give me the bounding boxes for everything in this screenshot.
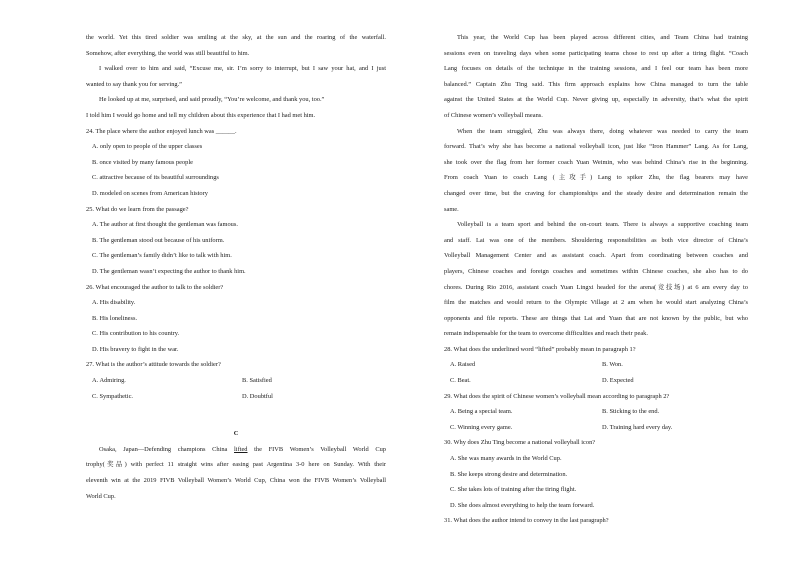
option: B. Won. [602, 361, 623, 369]
option: C. The gentleman’s family didn’t like to talk with him. [92, 252, 232, 260]
option: D. His bravery to fight in the war. [92, 345, 179, 353]
passage-line: film the matches and would return to the Olympic Village at 2 am when he would start analyzing China’s [444, 299, 748, 307]
passage-line: the world. Yet this tired soldier was smiling at the sky, at the sun and the roaring of the waterfall. [86, 34, 386, 41]
passage-line: trophy(奖品) with perfect 11 straight wins after easing past Argentina 3-0 here on Sunday. With their [86, 461, 386, 469]
passage-line: eleventh win at the 2019 FIVB Volleyball Women’s World Cup, China won the FIVB Women’s Volleyball [86, 477, 386, 485]
passage-line: sessions even on traveling days when some participating teams chose to rest up after a tiring flight. “Coach [444, 49, 748, 57]
passage-line: she took over the flag from her former coach Yuan Weimin, who was behind China’s rise in the beginning. [444, 158, 748, 166]
underlined-word: lifted [234, 445, 248, 453]
question-29: 29. What does the spirit of Chinese women’s volleyball mean according to paragraph 2? [444, 392, 670, 400]
passage-line: Somehow, after everything, the world was still beautiful to him. [86, 49, 250, 57]
passage-line: players, Chinese coaches and foreign coaches and sometimes within Chinese coaches, she also has to do [444, 267, 748, 275]
question-27: 27. What is the author’s attitude towards the soldier? [86, 361, 221, 369]
option: B. She keeps strong desire and determination. [450, 470, 568, 478]
option: C. Beat. [450, 377, 471, 385]
passage-line: Osaka, Japan—Defending champions China lifted the FIVB Women’s Volleyball World Cup [99, 445, 386, 453]
option: A. only open to people of the upper classes [92, 143, 203, 151]
option: A. The author at first thought the gentleman was famous. [92, 221, 238, 229]
option: C. Winning every game. [450, 423, 513, 431]
option: B. Satisfied [242, 377, 272, 385]
passage-line: of Chinese women’s volleyball means. [444, 111, 543, 119]
question-25: 25. What do we learn from the passage? [86, 205, 189, 213]
option-row [444, 420, 748, 436]
passage-line: changed over time, but the craving for championships and the steady desire and determination remain the [444, 189, 748, 197]
option-row [86, 389, 386, 405]
option: C. His contribution to his country. [92, 330, 180, 338]
passage-line: opponents and file reports. These are things that Lai and Yuan that are not known by the public, but who [444, 314, 748, 322]
question-28: 28. What does the underlined word “lifted” probably mean in paragraph 1? [444, 345, 636, 353]
option: B. once visited by many famous people [92, 158, 193, 166]
passage-line: This year, the World Cup has been played across different cities, and Team China had training [457, 34, 748, 41]
option: A. His disability. [92, 299, 136, 307]
option: A. She was many awards in the World Cup. [450, 455, 562, 463]
option: C. Sympathetic. [92, 392, 134, 400]
option-row [444, 404, 748, 420]
option: B. Sticking to the end. [602, 408, 660, 416]
section-heading-c: C [233, 430, 239, 438]
passage-line: I walked over to him and said, “Excuse me, sir. I’m sorry to interrupt, but I saw your hat, and I just [99, 65, 386, 73]
option: A. Raised [450, 361, 476, 369]
passage-line: chores. During Rio 2016, assistant coach Yuan Lingxi headed for the arena(竞技场) at 6 am every day to [444, 283, 748, 291]
option: C. She takes lots of training after the tiring flight. [450, 486, 577, 494]
left-column [86, 30, 386, 504]
option: A. Being a special team. [450, 408, 513, 416]
passage-line: He looked up at me, surprised, and said proudly, “You’re welcome, and thank you, too.” [99, 96, 325, 104]
passage-line: and staff. Lai was one of the members. Shouldering responsibilities as both vice director of China’s [444, 236, 748, 244]
option: A. Admiring. [92, 377, 126, 385]
passage-line: forward. That’s why she has become a national volleyball icon, just like “Iron Hammer” Lang. As for Lang, [444, 143, 748, 151]
passage-line: against the United States at the World Cup. Never giving up, especially in adversity, that’s what the spirit [444, 96, 748, 104]
passage-line: Lang focuses on details of the technique in the training sessions, and I feel our team has been more [444, 65, 748, 73]
passage-line: From coach Yuan to coach Lang (主攻手) Lang to spiker Zhu, the flag bearers may have [444, 174, 748, 182]
question-30: 30. Why does Zhu Ting become a national volleyball icon? [444, 439, 596, 447]
passage-line: remain indispensable for the team to overcome difficulties and reach their peak. [444, 330, 648, 338]
option: D. The gentleman wasn’t expecting the author to thank him. [92, 267, 246, 275]
option-row [444, 373, 748, 389]
option-row [86, 373, 386, 389]
passage-line: same. [444, 205, 459, 213]
option: D. modeled on scenes from American history [92, 189, 208, 197]
question-31: 31. What does the author intend to convey in the last paragraph? [444, 517, 609, 525]
option: B. The gentleman stood out because of his uniform. [92, 236, 225, 244]
option: B. His loneliness. [92, 314, 138, 322]
passage-line: Volleyball Management Center and as assistant coach. Apart from coordinating between coaches and [444, 252, 748, 260]
option: D. Doubtful [242, 392, 273, 400]
question-26: 26. What encouraged the author to talk to the soldier? [86, 283, 224, 291]
passage-line: When the team struggled, Zhu was always there, doing whatever was needed to carry the team [457, 127, 748, 135]
question-24: 24. The place where the author enjoyed lunch was ______. [86, 127, 237, 135]
passage-line: I told him I would go home and tell my children about this experience that I had met him. [86, 111, 316, 119]
right-column [444, 30, 748, 529]
passage-line: wanted to say thank you for serving.” [86, 80, 183, 88]
passage-line: World Cup. [86, 492, 116, 500]
option: C. attractive because of its beautiful surroundings [92, 174, 219, 182]
option-row [444, 357, 748, 373]
option: D. She does almost everything to help the team forward. [450, 501, 595, 509]
option: D. Expected [602, 377, 634, 385]
option: D. Training hard every day. [602, 423, 673, 431]
passage-line: balanced.” Captain Zhu Ting said. This firm approach explains how China managed to turn the table [444, 80, 748, 88]
passage-line: Volleyball is a team sport and behind the on-court team. There is always a supportive coaching team [457, 221, 748, 229]
